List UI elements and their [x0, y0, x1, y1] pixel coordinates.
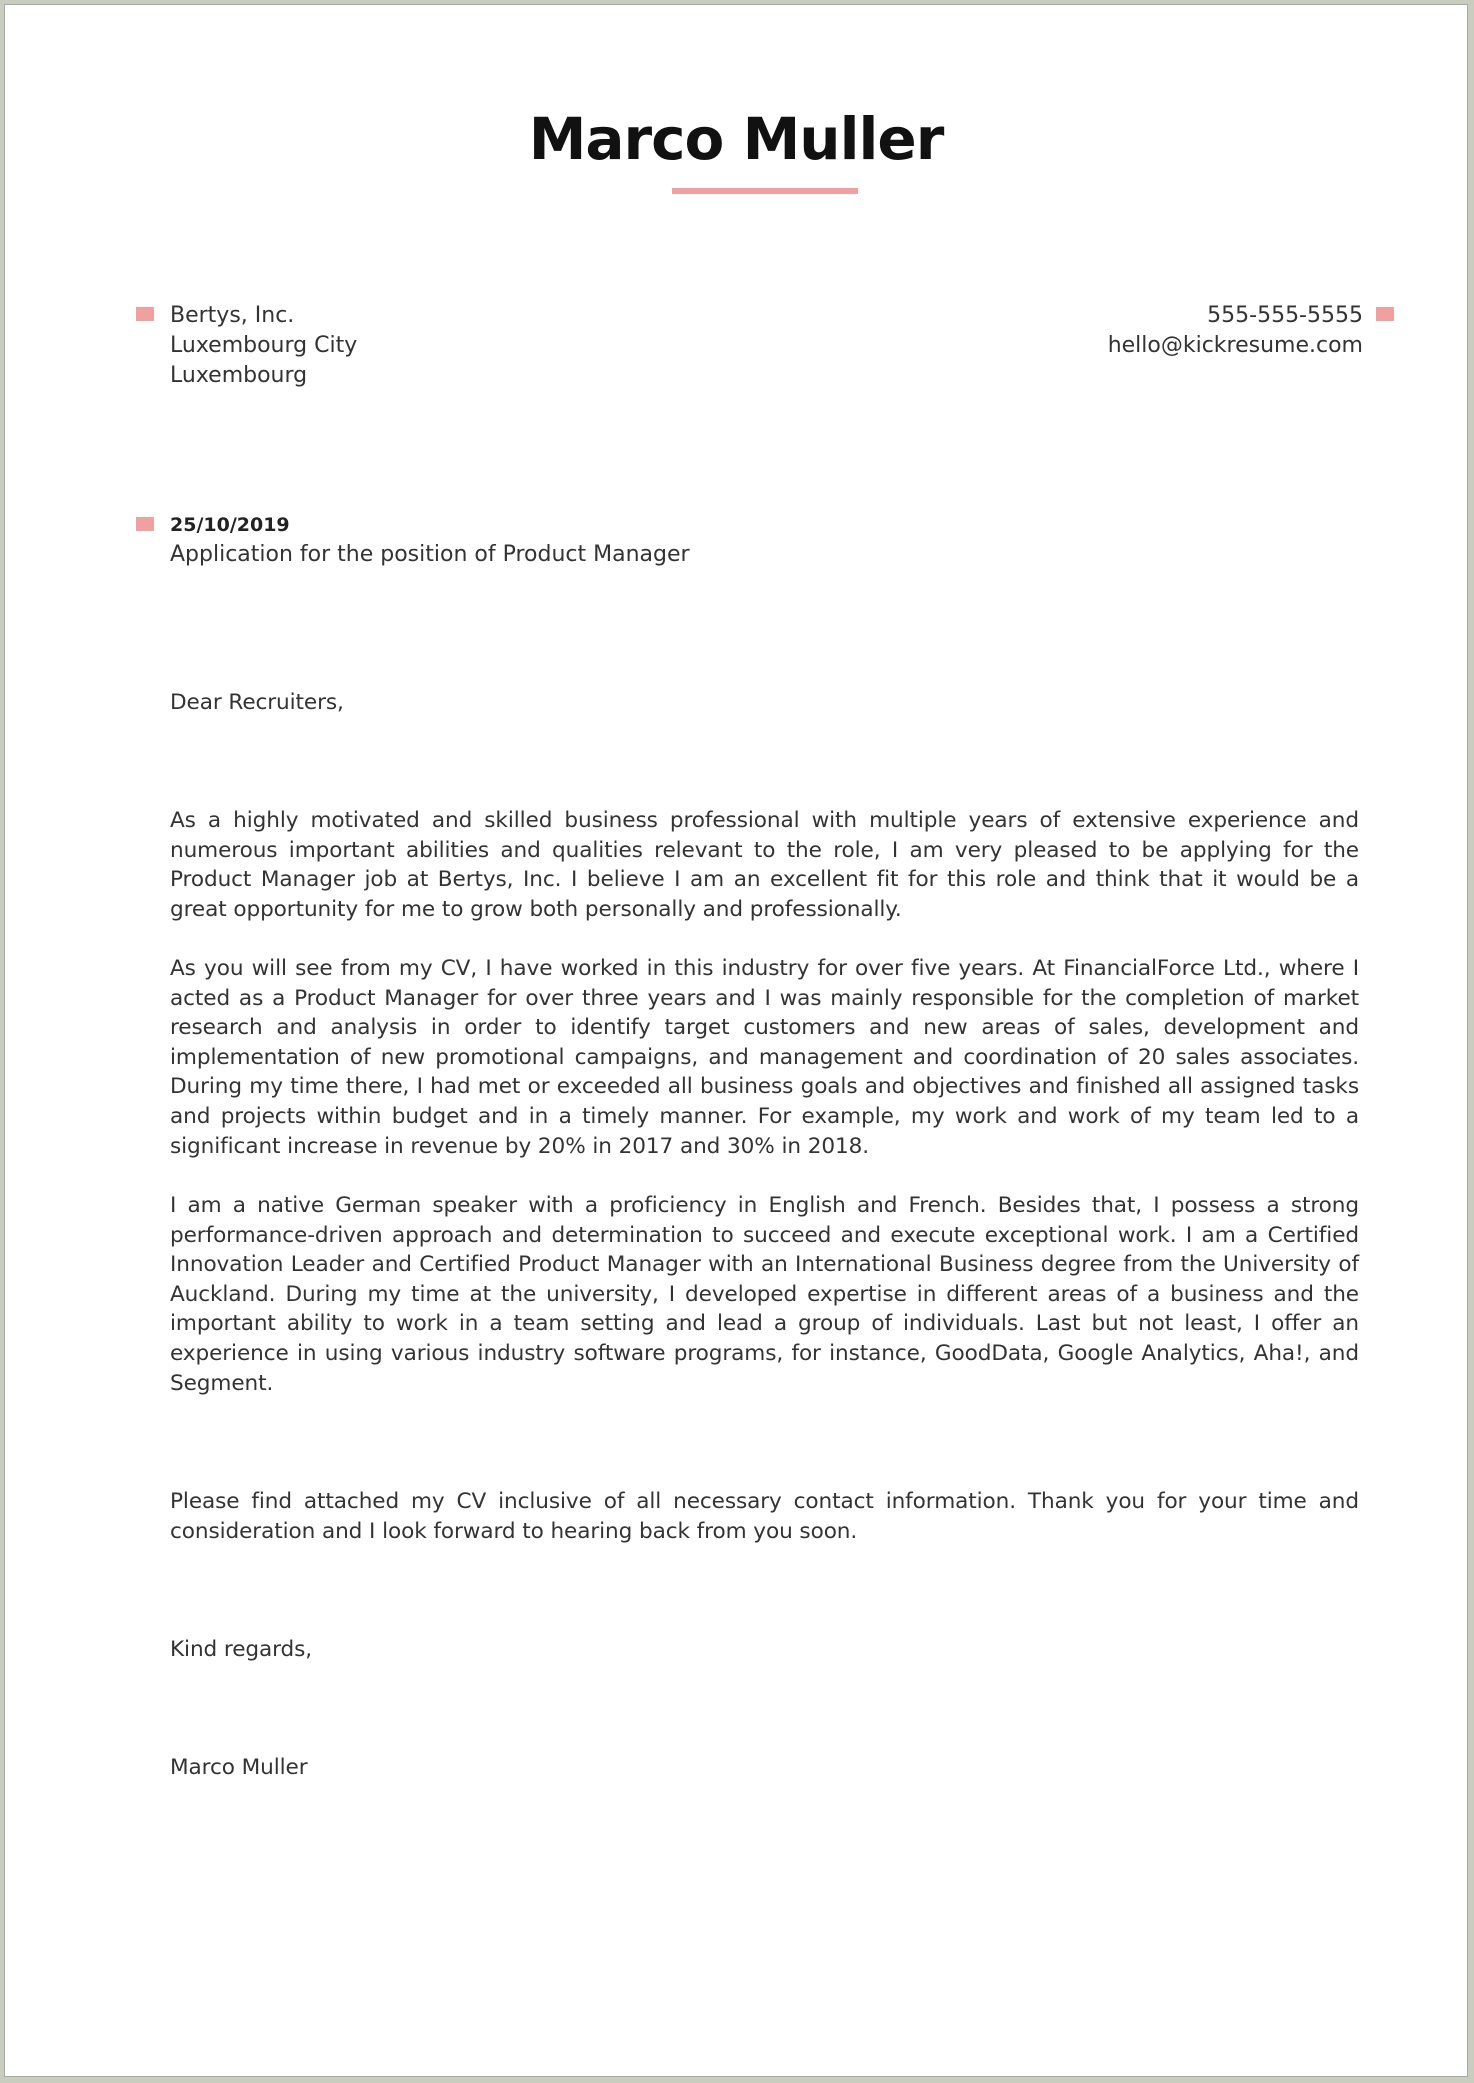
paragraph-text: Please find attached my CV inclusive of all necessary contact information. Thank you for your time and consideration and I look forward to hearing back from you soon.	[170, 1489, 1359, 1544]
salutation-text: Dear Recruiters,	[170, 690, 344, 715]
closing	[170, 1635, 1359, 1665]
paragraph-text: I am a native German speaker with a proficiency in English and French. Besides that, I possess a strong performance-driven approach and determination to succeed and execute exceptional work. I am a Certified Innovation Leader and Certified Product Manager with an International Business degree from the University of Auckland. During my time at the university, I developed expertise in different areas of a business and the important ability to work in a team setting and lead a group of individuals. Last but not least, I offer an experience in using various industry software programs, for instance, GoodData, Google Analytics, Aha!, and Segment.	[170, 1193, 1359, 1396]
contact-marker-icon	[1376, 307, 1394, 321]
sender-name-heading: Marco Muller	[528, 105, 944, 173]
paragraph-1	[170, 806, 1359, 924]
date-marker-icon	[136, 517, 154, 531]
paragraph-text: As you will see from my CV, I have worked in this industry for over five years. At FinancialForce Ltd., where I acted as a Product Manager for over three years and I was mainly responsible for the completion of market research and analysis in order to identify target customers and new areas of sales, development and implementation of new promotional campaigns, and management and coordination of 20 sales associates. During my time there, I had met or exceeded all business goals and objectives and finished all assigned tasks and projects within budget and in a timely manner. For example, my work and work of my team led to a significant increase in revenue by 20% in 2017 and 30% in 2018.	[170, 956, 1359, 1159]
signature-text: Marco Muller	[170, 1755, 308, 1780]
letter-date: 25/10/2019	[170, 514, 290, 536]
heading-underline	[672, 188, 858, 194]
sender-contact	[1108, 301, 1363, 361]
letter-page	[4, 4, 1468, 2077]
recipient-city: Luxembourg City	[170, 333, 358, 358]
signature	[170, 1753, 1359, 1783]
paragraph-4	[170, 1487, 1359, 1546]
paragraph-3	[170, 1191, 1359, 1398]
paragraph-2	[170, 954, 1359, 1161]
letter-subject: Application for the position of Product Manager	[170, 542, 690, 567]
sender-email: hello@kickresume.com	[1107, 333, 1363, 358]
sender-phone: 555-555-5555	[1207, 303, 1363, 328]
paragraph-text: As a highly motivated and skilled business professional with multiple years of extensive experience and numerous important abilities and qualities relevant to the role, I am very pleased to be applying for the Product Manager job at Bertys, Inc. I believe I am an excellent fit for this role and think that it would be a great opportunity for me to grow both personally and professionally.	[170, 808, 1359, 922]
recipient-country: Luxembourg	[170, 363, 308, 388]
recipient-address	[170, 301, 357, 391]
salutation	[170, 688, 1359, 718]
closing-text: Kind regards,	[170, 1637, 313, 1662]
recipient-marker-icon	[136, 307, 154, 321]
recipient-company: Bertys, Inc.	[170, 303, 295, 328]
